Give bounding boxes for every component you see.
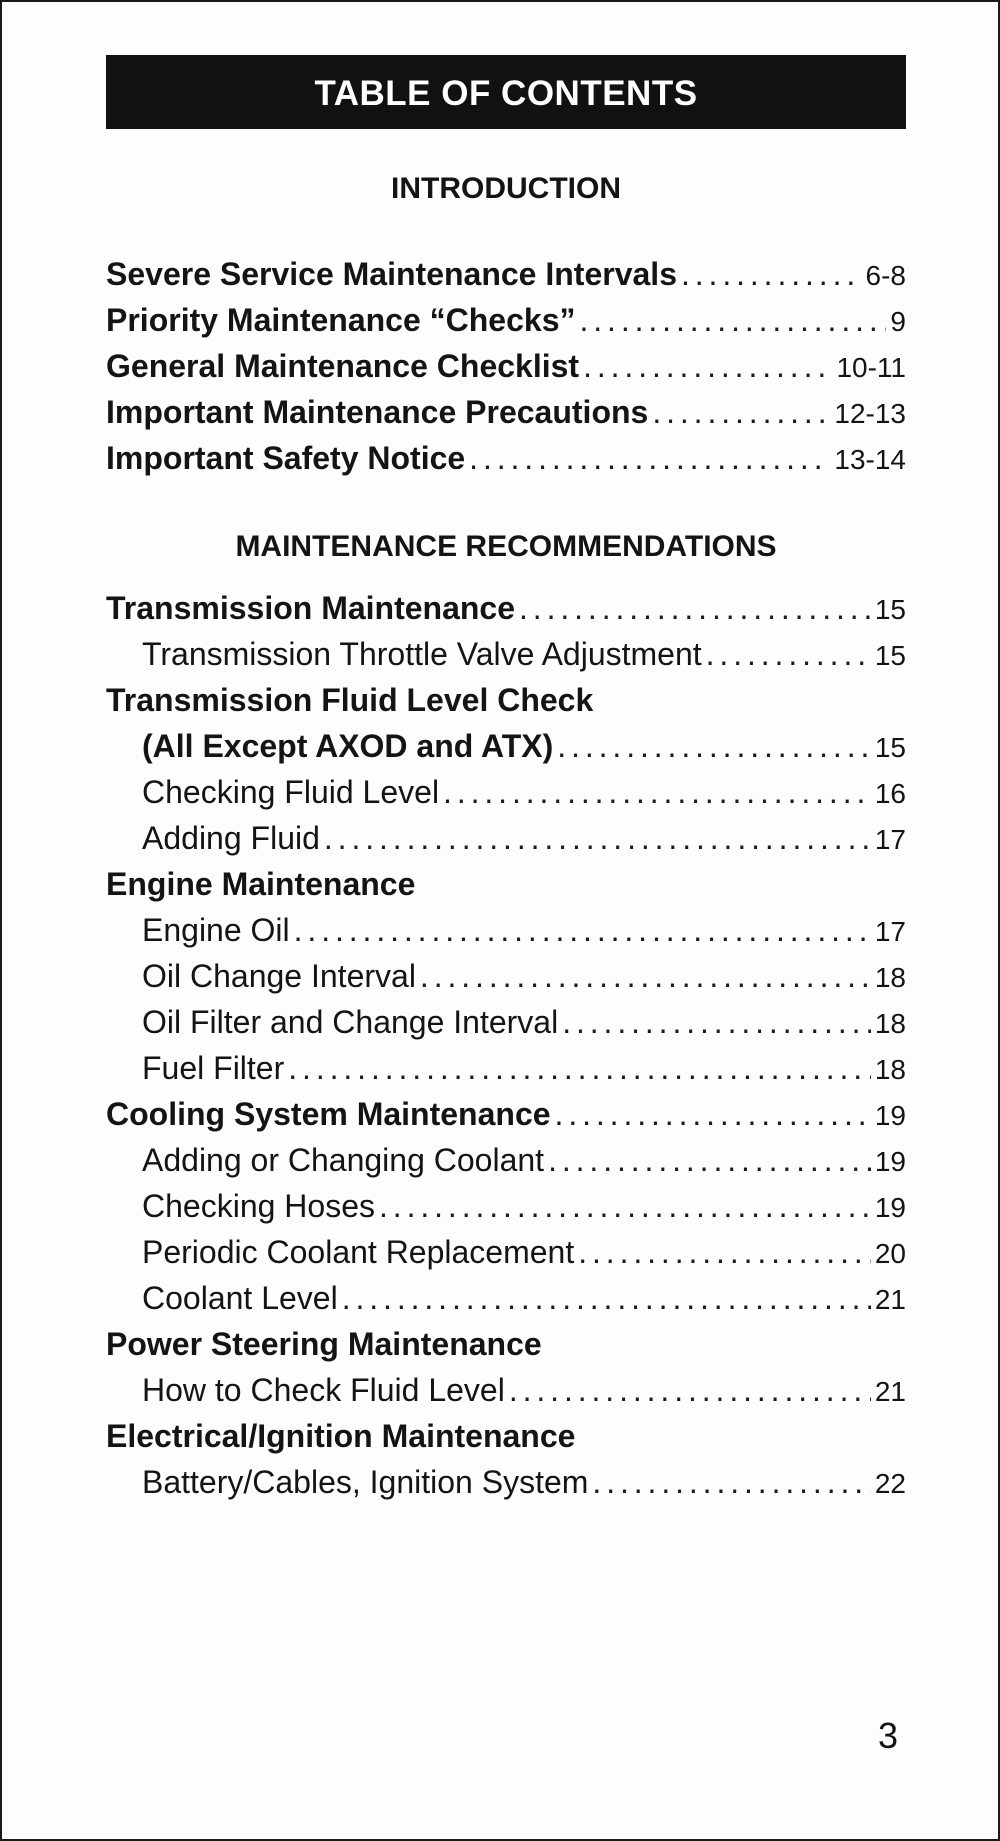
toc-dot-leader: [294, 912, 871, 949]
page-number: 3: [877, 1715, 898, 1756]
toc-entry-title: Transmission Fluid Level Check: [106, 682, 594, 718]
toc-dot-leader: [342, 1280, 871, 1317]
toc-entry-title: Engine Maintenance: [106, 866, 416, 902]
toc-entry-title: Battery/Cables, Ignition System: [142, 1464, 589, 1500]
toc-entry-title: Fuel Filter: [142, 1050, 285, 1086]
toc-list-maintenance-recommendations: [106, 590, 906, 1510]
toc-entry-page: 22: [874, 1468, 906, 1499]
toc-dot-leader: [557, 728, 871, 765]
toc-entry-title: Periodic Coolant Replacement: [142, 1234, 575, 1270]
toc-entry-page: 18: [874, 962, 906, 993]
toc-entry: [106, 348, 906, 394]
toc-entry: [106, 1050, 906, 1096]
toc-list-introduction: [106, 256, 906, 486]
toc-entry-page: 9: [890, 306, 906, 337]
toc-entry-title: Severe Service Maintenance Intervals: [106, 256, 677, 292]
toc-dot-leader: [562, 1004, 871, 1041]
toc-entry-page: 10-11: [836, 352, 906, 383]
toc-entry-title: Important Maintenance Precautions: [106, 394, 649, 430]
toc-dot-leader: [519, 590, 871, 627]
toc-entry-title: Coolant Level: [142, 1280, 338, 1316]
toc-entry: [106, 1464, 906, 1510]
toc-entry-title: Power Steering Maintenance: [106, 1326, 542, 1362]
toc-entry: [106, 590, 906, 636]
toc-dot-leader: [379, 1188, 871, 1225]
toc-entry: [106, 820, 906, 866]
toc-dot-leader: [324, 820, 871, 857]
toc-entry-page: 20: [874, 1238, 906, 1269]
toc-dot-leader: [288, 1050, 871, 1087]
toc-entry: [106, 728, 906, 774]
toc-dot-leader: [420, 958, 871, 995]
toc-entry-title: Electrical/Ignition Maintenance: [106, 1418, 576, 1454]
toc-entry: [106, 866, 906, 912]
section-heading-maintenance-recommendations: MAINTENANCE RECOMMENDATIONS: [235, 530, 777, 563]
toc-entry: [106, 302, 906, 348]
toc-entry-title: Important Safety Notice: [106, 440, 466, 476]
toc-entry-page: 6-8: [865, 260, 906, 291]
toc-entry: [106, 440, 906, 486]
toc-entry-page: 16: [874, 778, 906, 809]
toc-entry-page: 17: [874, 824, 906, 855]
toc-entry: [106, 636, 906, 682]
toc-entry: [106, 958, 906, 1004]
toc-dot-leader: [706, 636, 871, 673]
toc-entry: [106, 1326, 906, 1372]
toc-dot-leader: [579, 302, 886, 339]
toc-entry-page: 13-14: [834, 444, 906, 475]
toc-entry-title: Engine Oil: [142, 912, 290, 948]
toc-entry-page: 19: [874, 1100, 906, 1131]
toc-entry: [106, 256, 906, 302]
toc-entry-page: 12-13: [834, 398, 906, 429]
toc-entry: [106, 682, 906, 728]
toc-dot-leader: [469, 440, 830, 477]
toc-entry-title: General Maintenance Checklist: [106, 348, 580, 384]
toc-dot-leader: [555, 1096, 871, 1133]
toc-entry: [106, 394, 906, 440]
toc-dot-leader: [578, 1234, 871, 1271]
toc-entry-title: Oil Change Interval: [142, 958, 416, 994]
toc-dot-leader: [592, 1464, 870, 1501]
toc-entry: [106, 1372, 906, 1418]
toc-dot-leader: [583, 348, 832, 385]
section-heading-introduction: INTRODUCTION: [391, 172, 621, 205]
toc-entry-title: Transmission Throttle Valve Adjustment: [142, 636, 702, 672]
toc-entry-title: Checking Fluid Level: [142, 774, 440, 810]
toc-entry-page: 17: [874, 916, 906, 947]
toc-entry: [106, 912, 906, 958]
toc-entry-title: Adding Fluid: [142, 820, 320, 856]
toc-entry-page: 19: [874, 1146, 906, 1177]
toc-dot-leader: [548, 1142, 871, 1179]
toc-entry-page: 15: [874, 732, 906, 763]
toc-entry: [106, 774, 906, 820]
toc-entry-title: How to Check Fluid Level: [142, 1372, 505, 1408]
toc-entry-page: 15: [874, 594, 906, 625]
toc-entry: [106, 1234, 906, 1280]
toc-entry-title: (All Except AXOD and ATX): [142, 728, 554, 764]
toc-entry: [106, 1188, 906, 1234]
toc-entry: [106, 1004, 906, 1050]
banner-title: TABLE OF CONTENTS: [314, 74, 698, 113]
toc-dot-leader: [443, 774, 871, 811]
toc-entry: [106, 1418, 906, 1464]
toc-entry-title: Priority Maintenance “Checks”: [106, 302, 576, 338]
table-of-contents-banner: [106, 55, 906, 129]
toc-entry: [106, 1280, 906, 1326]
toc-entry-title: Cooling System Maintenance: [106, 1096, 551, 1132]
toc-entry: [106, 1142, 906, 1188]
toc-entry-title: Transmission Maintenance: [106, 590, 516, 626]
toc-entry-title: Adding or Changing Coolant: [142, 1142, 545, 1178]
toc-dot-leader: [652, 394, 830, 431]
toc-entry-title: Oil Filter and Change Interval: [142, 1004, 559, 1040]
toc-entry-page: 18: [874, 1008, 906, 1039]
toc-entry-page: 19: [874, 1192, 906, 1223]
toc-entry-page: 21: [874, 1376, 906, 1407]
toc-dot-leader: [509, 1372, 871, 1409]
toc-entry-page: 21: [874, 1284, 906, 1315]
toc-entry-title: Checking Hoses: [142, 1188, 375, 1224]
toc-entry-page: 15: [874, 640, 906, 671]
toc-entry-page: 18: [874, 1054, 906, 1085]
toc-entry: [106, 1096, 906, 1142]
toc-dot-leader: [681, 256, 862, 293]
